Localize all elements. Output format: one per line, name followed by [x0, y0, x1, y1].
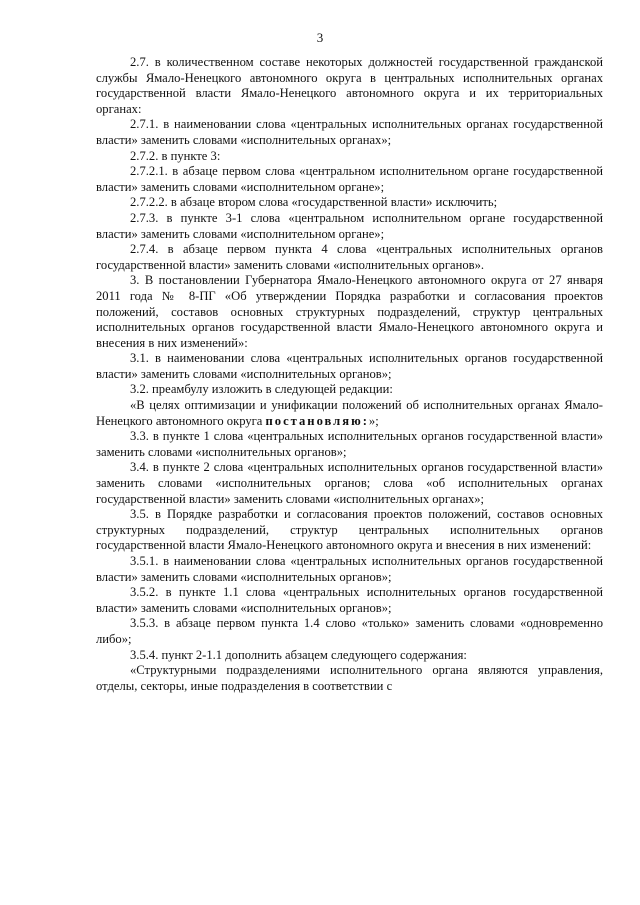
paragraph: 2.7.3. в пункте 3-1 слова «центральном исполнительном органе государственной власти» заменить словами «исполнительном органе»;	[96, 210, 603, 241]
preamble-emphasis: постановляю:	[265, 413, 369, 428]
paragraph: 2.7.2.1. в абзаце первом слова «центральном исполнительном органе государственной власти» заменить словами «исполнительном органе»;	[96, 164, 603, 194]
paragraph: 3.5. в Порядке разработки и согласования проектов положений, составов основных структурных подразделений, структур центральных исполнительных органов государственной власти Ямало-Ненецкого автономного округа и внесения в них изменений:	[96, 507, 603, 553]
paragraph: 3.4. в пункте 2 слова «центральных исполнительных органов государственной власти» заменить словами «исполнительных органов; слова «об исполнительных органах государственной власти» заменить словами «исполнительных органах»;	[96, 460, 603, 506]
paragraph: 2.7. в количественном составе некоторых должностей государственной гражданской службы Ямало-Ненецкого автономного округа в центральных исполнительных органах государственной власти Ямало-Ненецкого автономного округа и их территориальных органах:	[96, 55, 603, 116]
paragraph: 2.7.1. в наименовании слова «центральных исполнительных органах государственной власти» заменить словами «исполнительных органах»;	[96, 117, 603, 147]
paragraph: 2.7.2.2. в абзаце втором слова «государственной власти» исключить;	[130, 195, 498, 210]
paragraph: 3.1. в наименовании слова «центральных исполнительных органов государственной власти» заменить словами «исполнительных органов»;	[96, 351, 603, 381]
paragraph: 2.7.2. в пункте 3:	[130, 148, 221, 163]
page-number: 3	[316, 30, 324, 45]
paragraph: 3.5.2. в пункте 1.1 слова «центральных исполнительных органов государственной власти» заменить словами «исполнительных органов»;	[96, 585, 603, 615]
paragraph: 3.5.4. пункт 2-1.1 дополнить абзацем следующего содержания:	[130, 647, 467, 662]
document-body	[96, 55, 603, 694]
paragraph: 2.7.4. в абзаце первом пункта 4 слова «центральных исполнительных органов государственной власти» заменить словами «исполнительных органов».	[96, 242, 603, 272]
preamble-paragraph	[96, 398, 603, 429]
paragraph: 3.5.3. в абзаце первом пункта 1.4 слово «только» заменить словами «одновременно либо»;	[96, 616, 603, 646]
preamble-closing: »;	[368, 413, 379, 428]
preamble-text: «В целях оптимизации и унификации положений об исполнительных органах Ямало-Ненецкого автономного округа	[96, 398, 603, 428]
paragraph: 3.5.1. в наименовании слова «центральных исполнительных органов государственной власти» заменить словами «исполнительных органов»;	[96, 554, 603, 584]
paragraph: 3.3. в пункте 1 слова «центральных исполнительных органов государственной власти» заменить словами «исполнительных органов»;	[96, 429, 603, 459]
paragraph: 3.2. преамбулу изложить в следующей редакции:	[130, 382, 393, 397]
paragraph: 3. В постановлении Губернатора Ямало-Ненецкого автономного округа от 27 января 2011 года № 8-ПГ «Об утверждении Порядка разработки и согласования проектов положений, составов основных структурных подразделений, структур центральных исполнительных органов государственной власти Ямало-Ненецкого автономного округа и внесения в них изменений»:	[96, 273, 603, 350]
paragraph: «Структурными подразделениями исполнительного органа являются управления, отделы, секторы, иные подразделения в соответствии с	[96, 663, 603, 693]
